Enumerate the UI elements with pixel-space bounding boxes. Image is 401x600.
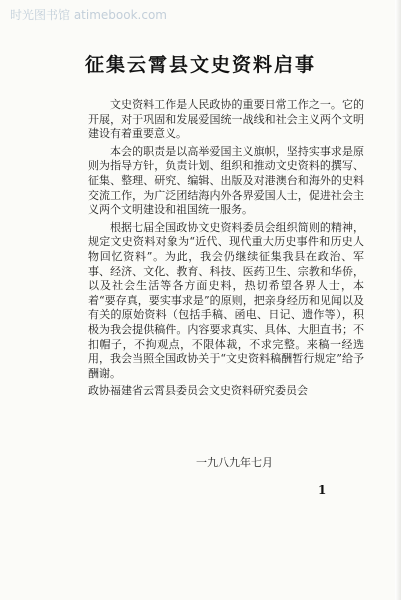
watermark: 时光图书馆 atimebook.com	[10, 8, 167, 22]
signature-line: 政协福建省云霄县委员会文史资料研究委员会	[88, 384, 308, 398]
page-title: 征集云霄县文史资料启事	[84, 54, 316, 76]
page-number: 1	[318, 483, 327, 497]
paragraph-1: 文史资料工作是人民政协的重要日常工作之一。它的开展，对于巩固和发展爱国统一战线和社会主义两个文明建设有着重要意义。	[88, 98, 364, 141]
paragraph-3: 根据七届全国政协文史资料委员会组织简则的精神，规定文史资料对象为“近代、现代重大历史事件和历史人物回忆资料”。为此，我会仍继续征集我县在政治、军事、经济、文化、教育、科技、医药卫生、宗教和华侨，以及社会生活等各方面史料，热切希望各界人士，本着“要存真，要实事求是”的原则，把亲身经历和见闻以及有关的原始资料（包括手稿、函电、日记、遗作等），积极为我会提供稿件。内容要求真实、具体、大胆直书；不扣帽子，不拘观点，不限体裁，不求完整。来稿一经选用，我会当照全国政协关于“文史资料稿酬暂行规定”给予酬谢。	[88, 220, 364, 380]
paragraph-2: 本会的职责是以高举爱国主义旗帜，坚持实事求是原则为指导方针，负责计划、组织和推动文史资料的撰写、征集、整理、研究、编辑、出版及对港澳台和海外的史料交流工作，为广泛团结海内外各界爱国人士，促进社会主义两个文明建设和祖国统一服务。	[88, 144, 364, 217]
notice-body	[88, 98, 364, 399]
page-edge-shadow	[395, 0, 401, 600]
issue-date: 一九八九年七月	[196, 456, 273, 469]
